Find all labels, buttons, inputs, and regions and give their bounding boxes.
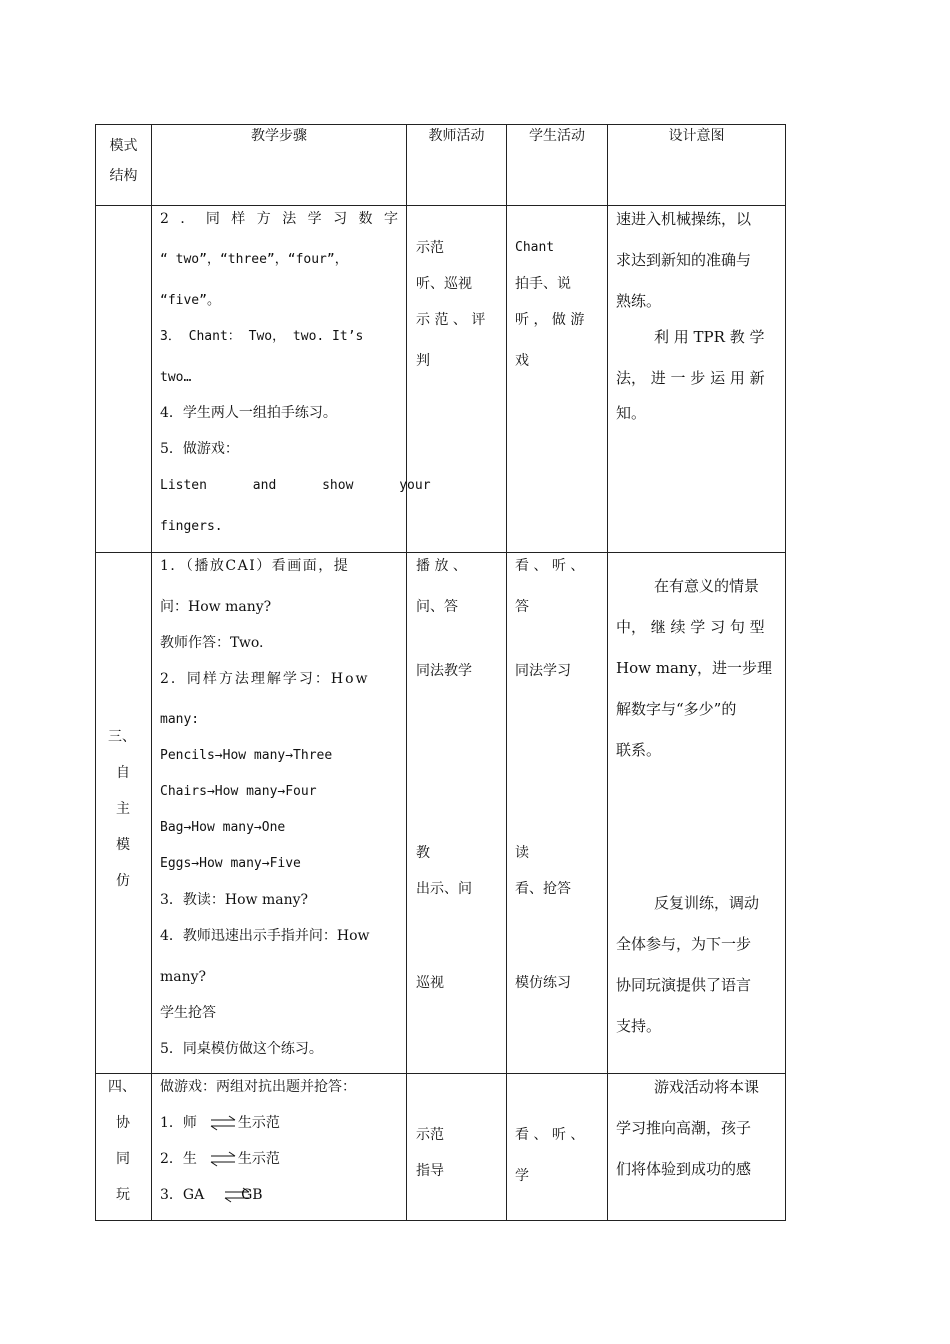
row1-intent [608,206,786,553]
row1-student-line: 拍手、说 [515,276,571,292]
header-intent: 设计意图 [608,125,786,206]
row3-teacher [407,1074,507,1221]
double-arrow-icon [209,1151,237,1167]
row3-student-line: 看 、 听 、 [515,1127,585,1143]
row3-mode [96,1074,152,1221]
row3-intent-line: 游戏活动将本课 [654,1078,760,1096]
row1-step-line: 4．学生两人一组拍手练习。 [160,405,337,421]
row2-step-line: 4．教师迅速出示手指并问：How [160,928,370,944]
row2-mode-line: 三、 [108,729,136,745]
row2-teacher-line: 教 [416,845,430,861]
row1-step-line: 3． Chant： Two， two. It’s [160,329,364,344]
game-item [160,1149,280,1169]
row3-teacher-line: 示范 [416,1127,444,1143]
row2-step-line: many: [160,712,200,727]
row3-intent-line: 学习推向高潮，孩子 [616,1119,752,1137]
row1-student-line: 戏 [515,353,529,369]
row2-step-line: 2．同样方法理解学习：How [160,671,370,687]
row1-teacher [407,206,507,553]
row2-teacher [407,553,507,1074]
row2-step-line: 学生抢答 [160,1005,216,1021]
table-row [96,553,786,1074]
row2-intent-line: How many，进一步理 [616,659,773,677]
game-item-right: GB [241,1187,263,1203]
row1-step-line: fingers. [160,519,223,534]
row1-teacher-line: 听、巡视 [416,276,472,292]
row2-teacher-line: 巡视 [416,975,444,991]
game-item-right: 生示范 [237,1151,280,1167]
row3-teacher-line: 指导 [416,1163,444,1179]
row2-intent [608,553,786,1074]
row3-intent-line: 们将体验到成功的感 [616,1160,752,1178]
row3-game-intro: 做游戏：两组对抗出题并抢答： [160,1079,356,1095]
game-item-left: 1．师 [160,1115,197,1131]
row1-step-line: 5．做游戏： [160,441,239,457]
row1-step-line: “five”。 [160,293,220,308]
row2-step-line: 5．同桌模仿做这个练习。 [160,1041,323,1057]
row1-intent-line: 利 用 TPR 教 学 [654,328,765,346]
row2-step-line: 3．教读：How many? [160,892,309,908]
row3-mode-line: 协 [116,1115,130,1131]
row2-intent-line: 全体参与，为下一步 [616,935,752,953]
row1-step-line: 2 ． 同 样 方 法 学 习 数 字 [160,211,398,227]
row1-intent-line: 熟练。 [616,292,662,310]
row2-step-line: 问：How many? [160,599,272,615]
row1-teacher-line: 判 [416,353,430,369]
row2-intent-line: 在有意义的情景 [654,577,760,595]
row1-mode [96,206,152,553]
row2-student-line: 看、抢答 [515,881,571,897]
row1-step-line: “ two”，“three”，“four”， [160,252,348,267]
row2-student-line: 答 [515,599,529,615]
row2-teacher-line: 同法教学 [416,663,472,679]
header-mode-line-2: 结构 [109,168,138,184]
row1-teacher-line: 示 范 、 评 [416,312,486,328]
row3-student [507,1074,608,1221]
double-arrow-icon [209,1115,237,1131]
row1-intent-line: 知。 [616,404,647,422]
row3-intent [608,1074,786,1221]
row2-step-line: Bag→How many→One [160,820,286,835]
row2-intent-line: 解数字与“多少”的 [616,700,737,718]
row1-teacher-line: 示范 [416,240,444,256]
game-item-right: 生示范 [237,1115,280,1131]
header-mode-line-1: 模式 [109,138,138,154]
row3-steps [152,1074,407,1221]
row1-student [507,206,608,553]
row2-student-line: 同法学习 [515,663,571,679]
row2-step-line: 1．（播放CAI）看画面，提 [160,558,350,574]
row1-intent-line: 法， 进 一 步 运 用 新 [616,369,765,387]
row2-mode-line: 仿 [116,873,130,889]
game-item-left: 2．生 [160,1151,197,1167]
game-item [160,1113,280,1133]
row2-intent-line: 联系。 [616,741,662,759]
row2-step-line: Pencils→How many→Three [160,748,333,763]
row3-student-line: 学 [515,1168,529,1184]
row2-teacher-line: 播 放 、 [416,558,467,574]
header-mode [96,125,152,206]
row2-steps [152,553,407,1074]
row1-student-line: Chant [515,240,555,255]
table-row [96,1074,786,1221]
row2-intent-line: 反复训练，调动 [654,894,760,912]
header-row [96,125,786,206]
row2-step-line: Eggs→How many→Five [160,856,301,871]
row2-step-line: Chairs→How many→Four [160,784,317,799]
row3-mode-line: 四、 [108,1079,136,1095]
row3-mode-line: 同 [116,1151,130,1167]
row1-step-line: Listen and show your [160,478,431,493]
row3-mode-line: 玩 [116,1187,130,1203]
row2-intent-line: 支持。 [616,1017,662,1035]
game-item-left: 3．GA [160,1187,205,1203]
row1-intent-line: 速进入机械操练，以 [616,210,752,228]
row1-student-line: 听 ， 做 游 [515,312,585,328]
row2-intent-line: 中， 继 续 学 习 句 型 [616,618,765,636]
row2-student-line: 模仿练习 [515,975,571,991]
row1-intent-line: 求达到新知的准确与 [616,251,752,269]
row2-student-line: 读 [515,845,529,861]
game-item [160,1185,263,1205]
header-student: 学生活动 [507,125,608,206]
row2-mode-line: 模 [116,837,130,853]
row2-step-line: 教师作答：Two. [160,635,264,651]
table-row [96,206,786,553]
header-steps: 教学步骤 [152,125,407,206]
row2-teacher-line: 问、答 [416,599,458,615]
row2-intent-line: 协同玩演提供了语言 [616,976,752,994]
header-teacher: 教师活动 [407,125,507,206]
row2-student [507,553,608,1074]
row2-step-line: many? [160,969,207,985]
row2-mode-line: 自 [116,765,130,781]
row2-student-line: 看 、 听 、 [515,558,585,574]
row2-mode-line: 主 [116,801,130,817]
row1-step-line: two… [160,370,192,385]
row2-teacher-line: 出示、问 [416,881,472,897]
lesson-plan-table [95,124,786,1221]
row2-mode [96,553,152,1074]
